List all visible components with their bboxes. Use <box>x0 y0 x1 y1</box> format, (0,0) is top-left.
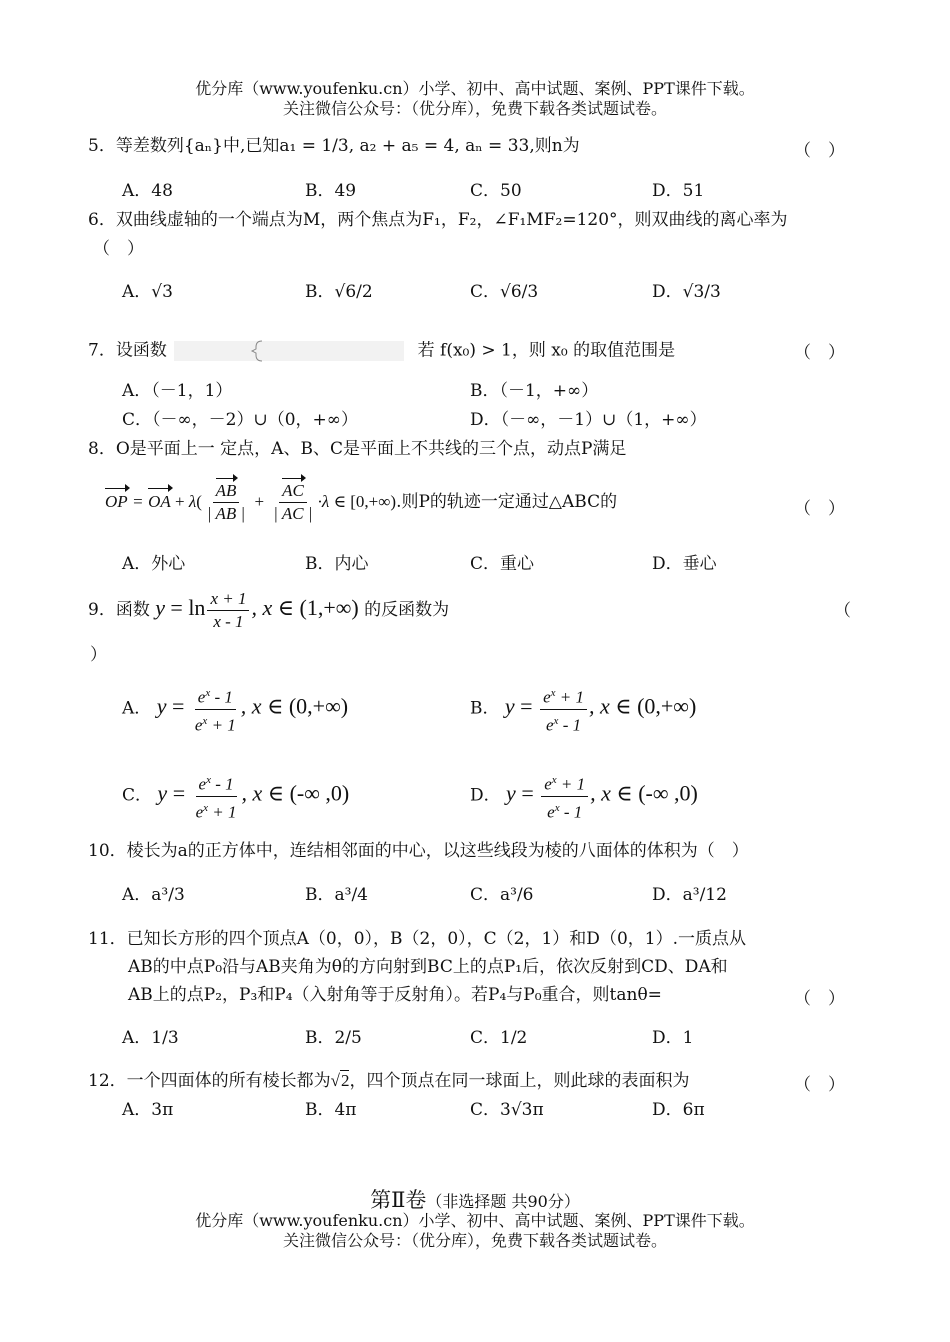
q6-option-c[interactable]: C．√6/3 <box>470 282 539 302</box>
q8-vector-equation: OP = OA + λ( $\frac{AB}{| AB |}$ + $\frac{AC}{| AC |}$ ·λ ∈ [0,+∞).则P的轨迹一定通过△ABC的 <box>105 481 618 523</box>
question-5: 5．等差数列{aₙ}中,已知a₁ = 1/3, a₂ + a₅ = 4, aₙ = 33,则n为 <box>88 136 580 156</box>
paren-close: ） <box>90 645 107 665</box>
q9-text-pre: 函数 <box>115 600 150 620</box>
q10-text: 棱长为a的正方体中，连结相邻面的中心，以这些线段为棱的八面体的体积为（ ） <box>126 841 749 861</box>
q6-option-b[interactable]: B．√6/2 <box>305 282 373 302</box>
q9-option-d[interactable]: D． y = $\frac{e^x + 1}{e^x - 1}$ , x ∈ (-∞ ,0) <box>470 769 698 823</box>
header-line-1: 优分库（www.youfenku.cn）小学、初中、高中试题、案例、PPT课件下载。 <box>195 79 755 98</box>
q8-option-c[interactable]: C．重心 <box>470 554 535 574</box>
q10-option-c[interactable]: C．a³/6 <box>470 885 534 905</box>
q9-option-b[interactable]: B． y = $\frac{e^x + 1}{e^x - 1}$ , x ∈ (0,+∞) <box>470 682 696 736</box>
q11-option-a[interactable]: A．1/3 <box>122 1028 179 1048</box>
q11-option-b[interactable]: B．2/5 <box>305 1028 362 1048</box>
question-8: 8．O是平面上一 定点，A、B、C是平面上不共线的三个点，动点P满足 <box>88 439 627 459</box>
footer-line-2: 关注微信公众号：（优分库），免费下载各类试题试卷。 <box>282 1231 667 1250</box>
question-7: 7．设函数 若 f(x₀) > 1，则 x₀ 的取值范围是 <box>88 337 675 365</box>
q10-option-a[interactable]: A．a³/3 <box>122 885 185 905</box>
q9-option-a[interactable]: A． y = $\frac{e^x - 1}{e^x + 1}$ , x ∈ (0,+∞) <box>122 682 348 736</box>
q6-option-d[interactable]: D．√3/3 <box>652 282 721 302</box>
q7-option-b[interactable]: B．（－1，+∞） <box>470 381 599 401</box>
question-6: 6．双曲线虚轴的一个端点为M，两个焦点为F₁，F₂，∠F₁MF₂=120°，则双曲线的离心率为 <box>88 210 788 230</box>
q5-text: 等差数列{aₙ}中,已知a₁ = 1/3, a₂ + a₅ = 4, aₙ = 33,则n为 <box>115 136 580 156</box>
q5-option-b[interactable]: B．49 <box>305 181 357 201</box>
q7-option-a[interactable]: A．（－1，1） <box>122 381 233 401</box>
q11-option-d[interactable]: D．1 <box>652 1028 694 1048</box>
q8-text: O是平面上一 定点，A、B、C是平面上不共线的三个点，动点P满足 <box>115 439 627 459</box>
q5-option-a[interactable]: A．48 <box>122 181 173 201</box>
q5-option-d[interactable]: D．51 <box>652 181 705 201</box>
q7-option-d[interactable]: D．（－∞，－1）∪（1，+∞） <box>470 410 707 430</box>
answer-paren: （ ） <box>794 141 845 161</box>
q12-option-b[interactable]: B．4π <box>305 1100 357 1120</box>
q9-text-post: 的反函数为 <box>364 600 450 620</box>
section-2-title: 第Ⅱ卷 <box>370 1188 427 1212</box>
section-2-heading <box>0 1184 950 1214</box>
answer-paren: （ ） <box>794 343 845 363</box>
q12-text-2: ，四个顶点在同一球面上，则此球的表面积为 <box>349 1071 690 1091</box>
q10-option-b[interactable]: B．a³/4 <box>305 885 368 905</box>
question-12: 12．一个四面体的所有棱长都为√2，四个顶点在同一球面上，则此球的表面积为 <box>88 1071 690 1091</box>
q7-option-c[interactable]: C．（－∞，－2）∪（0，+∞） <box>122 410 358 430</box>
q12-option-d[interactable]: D．6π <box>652 1100 705 1120</box>
answer-paren: （ ） <box>794 989 845 1009</box>
q11-line-1: 已知长方形的四个顶点A（0，0），B（2，0），C（2，1）和D（0，1）.一质点从 <box>126 929 746 949</box>
q12-option-a[interactable]: A．3π <box>122 1100 174 1120</box>
q8-option-b[interactable]: B．内心 <box>305 554 369 574</box>
answer-paren: （ ） <box>93 239 144 259</box>
q7-text-1: 设函数 <box>115 340 167 361</box>
paren-open: （ <box>834 601 851 621</box>
q9-option-c[interactable]: C． y = $\frac{e^x - 1}{e^x + 1}$ , x ∈ (-∞ ,0) <box>122 769 349 823</box>
q5-option-c[interactable]: C．50 <box>470 181 522 201</box>
q7-text-2: 若 f(x₀) > 1，则 x₀ 的取值范围是 <box>417 340 676 361</box>
q11-line-2: AB的中点P₀沿与AB夹角为θ的方向射到BC上的点P₁后，依次反射到CD、DA和 <box>128 957 728 977</box>
section-2-note: （非选择题 共90分） <box>426 1192 580 1211</box>
q6-option-a[interactable]: A．√3 <box>122 282 173 302</box>
q6-text: 双曲线虚轴的一个端点为M，两个焦点为F₁，F₂，∠F₁MF₂=120°，则双曲线的离心率为 <box>115 210 788 230</box>
question-9: 9．函数 y = ln $\frac{x + 1}{x - 1}$ , x ∈ (1,+∞) 的反函数为 <box>88 589 450 631</box>
question-11: 11．已知长方形的四个顶点A（0，0），B（2，0），C（2，1）和D（0，1）.一质点从 <box>88 929 746 949</box>
q8-option-a[interactable]: A．外心 <box>122 554 186 574</box>
q8-option-d[interactable]: D．垂心 <box>652 554 717 574</box>
question-10: 10．棱长为a的正方体中，连结相邻面的中心，以这些线段为棱的八面体的体积为（ ） <box>88 841 749 861</box>
q11-line-3: AB上的点P₂，P₃和P₄（入射角等于反射角）。若P₄与P₀重合，则tanθ= <box>128 985 662 1005</box>
q12-option-c[interactable]: C．3√3π <box>470 1100 544 1120</box>
header-line-2: 关注微信公众号：（优分库），免费下载各类试题试卷。 <box>282 99 667 118</box>
piecewise-function-image <box>172 337 412 365</box>
q12-text-1: 一个四面体的所有棱长都为 <box>126 1071 331 1091</box>
footer-line-1: 优分库（www.youfenku.cn）小学、初中、高中试题、案例、PPT课件下载。 <box>195 1211 755 1230</box>
q8-text-2: .则P的轨迹一定通过△ABC的 <box>396 492 618 512</box>
q10-option-d[interactable]: D．a³/12 <box>652 885 727 905</box>
answer-paren: （ ） <box>794 1075 845 1095</box>
answer-paren: （ ） <box>794 499 845 519</box>
q11-option-c[interactable]: C．1/2 <box>470 1028 528 1048</box>
